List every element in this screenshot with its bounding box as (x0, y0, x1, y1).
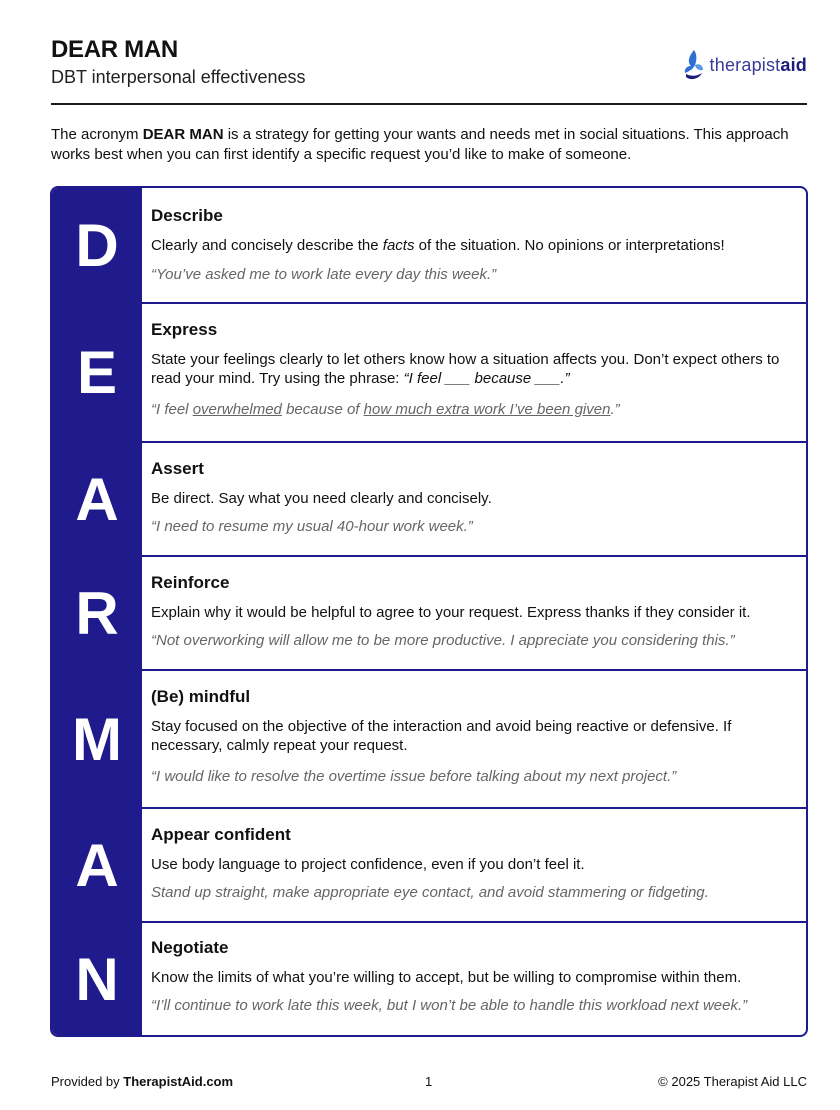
page-title: DEAR MAN (51, 36, 178, 63)
row-title: Describe (151, 206, 223, 225)
letter-cell (52, 809, 142, 921)
letter-cell (52, 304, 142, 441)
desc-emphasis: “I feel ___ because ___.” (403, 370, 570, 387)
row-express (52, 304, 806, 441)
footer-provided-by (51, 1074, 233, 1089)
desc-emphasis: facts (382, 237, 415, 254)
dear-man-table (50, 186, 808, 1037)
header-divider (51, 103, 807, 105)
row-title: Assert (151, 459, 204, 478)
row-negotiate (52, 923, 806, 1035)
logo-text-bold: aid (780, 54, 807, 75)
row-title: Reinforce (151, 573, 230, 592)
row-letter: D (75, 211, 119, 279)
row-letter: A (75, 831, 119, 899)
row-content (142, 809, 806, 921)
intro-before: The acronym (51, 126, 143, 143)
example-underlined: overwhelmed (192, 401, 282, 418)
row-content (142, 188, 806, 302)
row-example: “You’ve asked me to work late every day this week.” (151, 266, 497, 283)
row-example: “I’ll continue to work late this week, but I won’t be able to handle this workload next week.” (151, 997, 748, 1014)
row-description: Be direct. Say what you need clearly and concisely. (151, 490, 492, 507)
therapist-aid-logo-icon (681, 48, 707, 82)
row-description: Stay focused on the objective of the interaction and avoid being reactive or defensive. If necessary, calmly repeat your request. (151, 718, 732, 754)
row-letter: E (76, 339, 118, 406)
row-letter: N (75, 945, 119, 1013)
letter-cell (52, 671, 142, 807)
provider-name: TherapistAid.com (123, 1074, 234, 1089)
row-title: Negotiate (151, 938, 229, 957)
row-mindful (52, 671, 806, 807)
row-title: (Be) mindful (151, 687, 251, 706)
row-content (142, 923, 806, 1035)
therapist-aid-logo (681, 48, 807, 82)
desc-text: State your feelings clearly to let others know how a situation affects you. Don’t expect others to read your mind. Try using the phrase: (151, 351, 780, 387)
logo-text-light: therapist (709, 54, 781, 75)
intro-term: DEAR MAN (142, 126, 224, 143)
intro-after: is a strategy for getting your wants and needs met in social situations. This approach works best when you can first identify a specific request you’d like to make of someone. (51, 126, 789, 163)
row-content (142, 304, 806, 441)
row-content (142, 443, 806, 555)
row-example: Stand up straight, make appropriate eye contact, and avoid stammering or fidgeting. (151, 884, 709, 901)
row-title: Express (151, 320, 218, 339)
copyright: © 2025 Therapist Aid LLC (658, 1074, 807, 1089)
row-example: “I need to resume my usual 40-hour work week.” (151, 518, 473, 535)
row-example (151, 400, 798, 419)
row-letter: R (75, 579, 119, 647)
row-assert (52, 443, 806, 555)
row-content (142, 557, 806, 669)
example-text: because of (281, 401, 364, 418)
letter-cell (52, 557, 142, 669)
logo-wordmark (710, 55, 807, 76)
row-example: “Not overworking will allow me to be more productive. I appreciate you considering this.” (151, 632, 735, 649)
example-text: “I feel (151, 401, 193, 418)
page-header (51, 36, 807, 88)
row-letter: A (75, 465, 119, 533)
provided-by-label: Provided by (51, 1074, 124, 1089)
example-text: .” (610, 401, 620, 418)
desc-text: Clearly and concisely describe the (151, 237, 383, 254)
page-subtitle: DBT interpersonal effectiveness (51, 67, 306, 87)
row-content (142, 671, 806, 807)
row-description: Explain why it would be helpful to agree to your request. Express thanks if they consider it. (151, 604, 751, 621)
row-reinforce (52, 557, 806, 669)
row-description (151, 236, 798, 255)
row-appear-confident (52, 809, 806, 921)
row-description (151, 350, 798, 388)
desc-text: of the situation. No opinions or interpretations! (414, 237, 725, 254)
letter-cell (52, 443, 142, 555)
row-title: Appear confident (151, 825, 291, 844)
letter-cell (52, 923, 142, 1035)
letter-cell (52, 188, 142, 302)
row-example: “I would like to resolve the overtime issue before talking about my next project.” (151, 768, 677, 785)
row-description: Use body language to project confidence, even if you don’t feel it. (151, 856, 585, 873)
page-number: 1 (425, 1074, 433, 1089)
intro-paragraph (51, 125, 807, 165)
page-footer (51, 1074, 807, 1092)
row-letter: M (72, 705, 122, 773)
example-underlined: how much extra work I’ve been given (363, 401, 611, 418)
row-description: Know the limits of what you’re willing to accept, but be willing to compromise within them. (151, 969, 742, 986)
row-describe (52, 188, 806, 302)
